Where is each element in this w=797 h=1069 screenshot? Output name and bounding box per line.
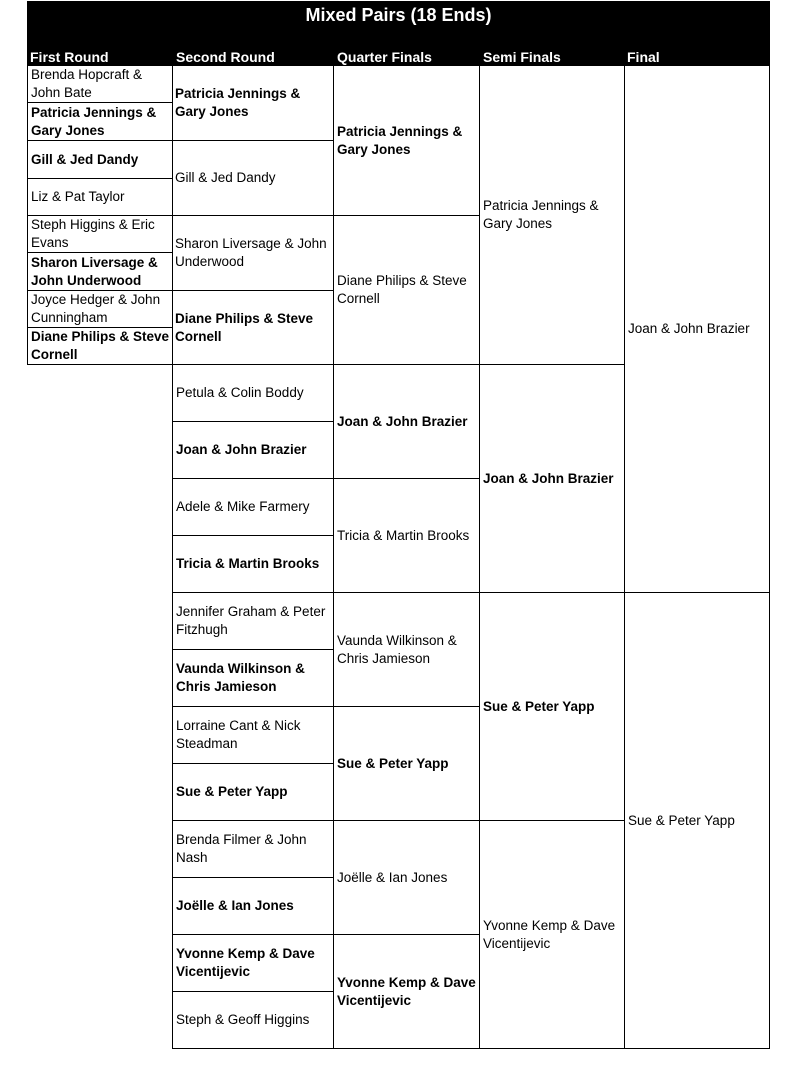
second-round-entry: Jennifer Graham & Peter Fitzhugh xyxy=(172,593,334,650)
second-round-entry: Yvonne Kemp & Dave Vicentijevic xyxy=(172,935,334,992)
column-header-semi-finals: Semi Finals xyxy=(483,49,561,65)
second-round-entry: Brenda Filmer & John Nash xyxy=(172,821,334,878)
semi-final-entry: Sue & Peter Yapp xyxy=(480,593,625,821)
first-round-entry: Liz & Pat Taylor xyxy=(27,179,173,216)
quarter-final-entry: Joëlle & Ian Jones xyxy=(334,821,480,935)
second-round-entry: Adele & Mike Farmery xyxy=(172,479,334,536)
first-round-entry: Steph Higgins & Eric Evans xyxy=(27,216,173,253)
second-round-entry: Patricia Jennings & Gary Jones xyxy=(172,66,334,141)
second-round-entry: Steph & Geoff Higgins xyxy=(172,992,334,1049)
column-header-final: Final xyxy=(627,49,660,65)
bracket-header xyxy=(27,1,770,66)
second-round-entry: Vaunda Wilkinson & Chris Jamieson xyxy=(172,650,334,707)
column-header-quarter-finals: Quarter Finals xyxy=(337,49,432,65)
second-round-entry: Petula & Colin Boddy xyxy=(172,365,334,422)
second-round-entry: Lorraine Cant & Nick Steadman xyxy=(172,707,334,764)
first-round-entry: Joyce Hedger & John Cunningham xyxy=(27,291,173,328)
quarter-final-entry: Tricia & Martin Brooks xyxy=(334,479,480,593)
page-title: Mixed Pairs (18 Ends) xyxy=(305,5,492,25)
second-round-entry: Joan & John Brazier xyxy=(172,422,334,479)
second-round-entry: Diane Philips & Steve Cornell xyxy=(172,291,334,365)
second-round-entry: Sharon Liversage & John Underwood xyxy=(172,216,334,291)
first-round-entry: Sharon Liversage & John Underwood xyxy=(27,253,173,291)
column-header-second-round: Second Round xyxy=(176,49,275,65)
semi-final-entry: Yvonne Kemp & Dave Vicentijevic xyxy=(480,821,625,1049)
quarter-final-entry: Vaunda Wilkinson & Chris Jamieson xyxy=(334,593,480,707)
final-entry: Sue & Peter Yapp xyxy=(625,593,770,1049)
first-round-entry: Diane Philips & Steve Cornell xyxy=(27,328,173,365)
first-round-entry: Patricia Jennings & Gary Jones xyxy=(27,103,173,141)
quarter-final-entry: Joan & John Brazier xyxy=(334,365,480,479)
final-entry: Joan & John Brazier xyxy=(625,66,770,593)
quarter-final-entry: Yvonne Kemp & Dave Vicentijevic xyxy=(334,935,480,1049)
quarter-final-entry: Diane Philips & Steve Cornell xyxy=(334,216,480,365)
first-round-entry: Gill & Jed Dandy xyxy=(27,141,173,179)
quarter-final-entry: Patricia Jennings & Gary Jones xyxy=(334,66,480,216)
column-header-first-round: First Round xyxy=(30,49,109,65)
second-round-entry: Sue & Peter Yapp xyxy=(172,764,334,821)
second-round-entry: Joëlle & Ian Jones xyxy=(172,878,334,935)
first-round-entry: Brenda Hopcraft & John Bate xyxy=(27,66,173,103)
second-round-entry: Tricia & Martin Brooks xyxy=(172,536,334,593)
semi-final-entry: Joan & John Brazier xyxy=(480,365,625,593)
second-round-entry: Gill & Jed Dandy xyxy=(172,141,334,216)
quarter-final-entry: Sue & Peter Yapp xyxy=(334,707,480,821)
semi-final-entry: Patricia Jennings & Gary Jones xyxy=(480,66,625,365)
